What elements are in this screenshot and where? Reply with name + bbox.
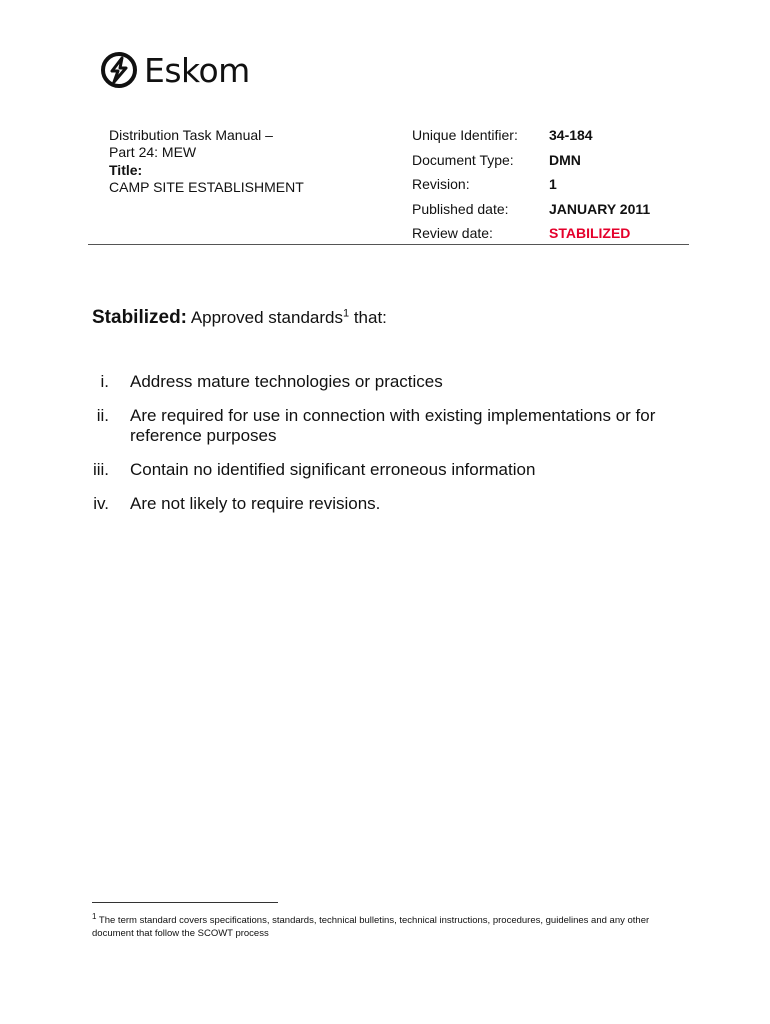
document-metadata: [412, 127, 650, 250]
meta-row-revision: [412, 176, 650, 201]
meta-label: Review date:: [412, 225, 493, 241]
eskom-lightning-logo-icon: [100, 51, 138, 89]
header-divider: [88, 244, 689, 245]
list-number: iii.: [92, 460, 109, 479]
meta-value: DMN: [549, 151, 581, 168]
list-text: Contain no identified significant erroneous information: [130, 460, 536, 479]
footnote: [92, 910, 692, 940]
list-item: [78, 494, 678, 514]
document-header-left: [109, 127, 304, 196]
list-text: Are not likely to require revisions.: [130, 494, 381, 513]
list-item: [78, 406, 678, 446]
review-status-value: STABILIZED: [549, 225, 631, 241]
footnote-text: The term standard covers specifications, standards, technical bulletins, technical instructions, procedures, guidelines and any other document that follow the SCOWT process: [92, 915, 650, 940]
intro-statement: [92, 307, 387, 329]
meta-row-type: [412, 152, 650, 177]
manual-name: Distribution Task Manual –: [109, 127, 273, 143]
criteria-list: [78, 372, 678, 528]
eskom-logo: [100, 50, 250, 90]
document-title: CAMP SITE ESTABLISHMENT: [109, 179, 304, 195]
intro-after: that:: [353, 308, 387, 327]
meta-label: Published date:: [412, 200, 509, 217]
list-number: ii.: [96, 406, 109, 425]
list-item: [78, 372, 678, 392]
logo-text: Eskom: [144, 50, 250, 90]
list-number: i.: [100, 372, 109, 391]
manual-part: Part 24: MEW: [109, 144, 197, 160]
meta-value: 1: [549, 176, 557, 192]
meta-value: 34-184: [549, 127, 593, 143]
meta-label: Revision:: [412, 176, 470, 192]
meta-label: Unique Identifier:: [412, 127, 518, 143]
list-item: [78, 460, 678, 480]
meta-row-published: [412, 201, 650, 226]
meta-row-identifier: [412, 127, 650, 152]
meta-value: JANUARY 2011: [549, 200, 651, 217]
title-label: Title:: [109, 162, 143, 178]
list-text: Address mature technologies or practices: [130, 372, 443, 391]
list-text: Are required for use in connection with existing implementations or for reference purposes: [130, 406, 656, 445]
footnote-number: 1: [92, 912, 97, 921]
intro-text: Approved standards: [190, 308, 343, 327]
intro-bold: Stabilized:: [92, 307, 188, 328]
meta-label: Document Type:: [412, 151, 514, 168]
meta-row-review: [412, 225, 650, 250]
list-number: iv.: [93, 494, 109, 513]
footnote-ref: 1: [342, 307, 350, 320]
footnote-divider: [92, 902, 278, 903]
